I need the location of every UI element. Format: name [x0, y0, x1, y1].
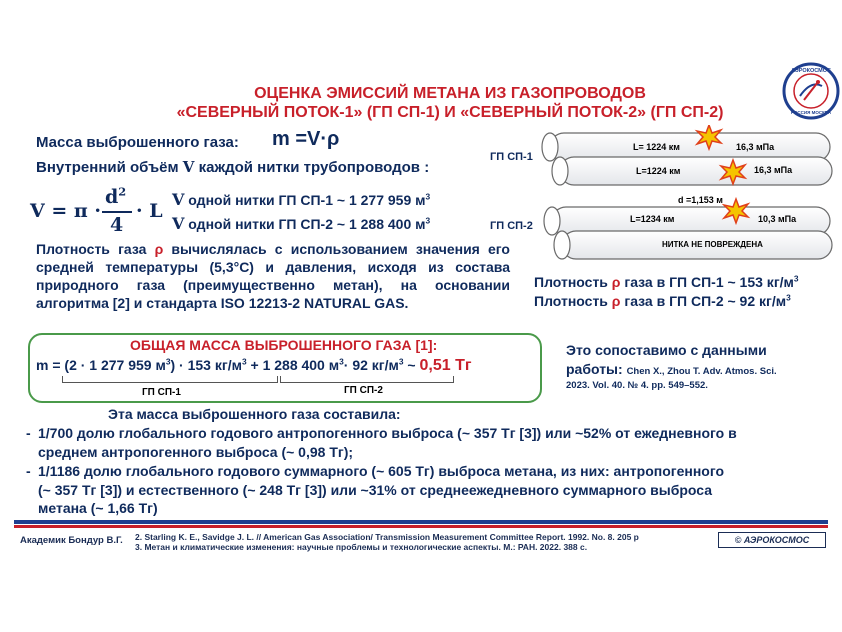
volume-sp2-v: V [172, 214, 185, 233]
density-sp1-b: газа в ГП СП-1 ~ 153 кг/м [620, 274, 794, 290]
mass-formula: m =V·ρ [272, 128, 340, 150]
volume-formula-denominator: 4 [110, 214, 124, 236]
total-mass-equation [36, 357, 472, 375]
p2-length: L=1224 км [636, 166, 681, 176]
density-sp2-rho: ρ [611, 293, 621, 309]
p3-length: L=1234 км [630, 214, 675, 224]
volume-sp2-exp: 3 [425, 215, 431, 226]
fraction-bar [102, 211, 132, 213]
density-paragraph-a: Плотность газа [36, 241, 155, 257]
volume-intro-v: V [182, 158, 195, 176]
density-sp1-rho: ρ [611, 274, 621, 290]
eq-b: ) · 153 кг/м [170, 357, 242, 373]
volume-sp1-text: одной нитки ГП СП-1 ~ 1 277 959 м [184, 192, 426, 208]
brace-sp2-label: ГП СП-2 [344, 385, 383, 396]
density-paragraph-b: вычислялась с использованием значения его средней температуры (5,3°С) и давления, исходя из состава природного газа (преимущественно метан), на основании алгоритма [2] и стандарта ISO 12213-2 NATURAL GAS. [36, 241, 510, 311]
eq-e: ~ [403, 357, 420, 373]
volume-intro-text-a: Внутренний объём [36, 159, 183, 176]
density-sp2-exp: 3 [786, 292, 791, 303]
volume-intro [36, 158, 429, 176]
total-mass-heading: ОБЩАЯ МАССА ВЫБРОШЕННОГО ГАЗА [1]: [130, 337, 438, 353]
mass-label: Масса выброшенного газа: [36, 134, 239, 151]
comparison-line1: Это сопоставимо с данными [566, 342, 767, 358]
slide-title-line2: «СЕВЕРНЫЙ ПОТОК-1» (ГП СП-1) И «СЕВЕРНЫЙ ПОТОК-2» (ГП СП-2) [176, 104, 724, 121]
eq-exp2: 3 [241, 356, 247, 367]
footer-author: Академик Бондур В.Г. [20, 535, 123, 546]
comparison-line2 [566, 361, 777, 379]
aerokosmos-logo [782, 62, 840, 120]
volume-sp1 [172, 190, 430, 209]
density-sp1 [534, 274, 799, 290]
eq-a: m = (2 · 1 277 959 м [36, 357, 166, 373]
brace-sp1 [62, 376, 278, 383]
footer-ref2: 2. Starling K. E., Savidge J. L. // American Gas Association/ Transmission Measurement Committee Report. 1992. No. 8. 205 p [135, 532, 639, 542]
label-sp1: ГП СП-1 [490, 151, 533, 163]
volume-sp2 [172, 214, 430, 233]
bullet2-line3: метана (~ 1,66 Тг) [38, 500, 158, 516]
numerator-d: d [105, 186, 119, 208]
bullet2-line2: (~ 357 Тг [3]) и естественного (~ 248 Тг [3]) или ~31% от среднеежедневного суммарного выброса [38, 482, 713, 498]
footer-ref3: 3. Метан и климатические изменения: научные проблемы и технологические аспекты. М.: РАН. 2022. 388 с. [135, 542, 588, 552]
density-sp2-b: газа в ГП СП-2 ~ 92 кг/м [620, 293, 787, 309]
density-sp1-exp: 3 [793, 273, 799, 284]
bullet1-line2: среднем антропогенного выброса (~ 0,98 Тг); [38, 444, 354, 460]
volume-sp1-exp: 3 [425, 191, 431, 202]
density-sp2-a: Плотность [534, 293, 612, 309]
conclusion-heading: Эта масса выброшенного газа составила: [108, 406, 401, 422]
p4-note: НИТКА НЕ ПОВРЕЖДЕНА [662, 240, 763, 249]
volume-sp1-v: V [172, 190, 185, 209]
density-rho: ρ [154, 241, 164, 257]
pipe-diameter: d =1,153 м [678, 195, 723, 205]
volume-formula-numerator [105, 186, 126, 208]
comparison-citation-a: Chen X., Zhou T. Adv. Atmos. Sci. [626, 366, 777, 377]
brace-sp2 [280, 376, 454, 383]
p3-pressure: 10,3 мПа [758, 214, 797, 224]
eq-exp1: 3 [165, 356, 171, 367]
total-mass-result: 0,51 Тг [419, 357, 472, 374]
svg-text:РОССИЯ МОСКВА: РОССИЯ МОСКВА [790, 110, 832, 115]
eq-exp4: 3 [398, 356, 404, 367]
numerator-exp: 2 [118, 184, 127, 199]
eq-d: · 92 кг/м [343, 357, 399, 373]
volume-sp2-text: одной нитки ГП СП-2 ~ 1 288 400 м [184, 216, 426, 232]
p1-pressure: 16,3 мПа [736, 142, 775, 152]
svg-text:АЭРОКОСМОС: АЭРОКОСМОС [791, 68, 831, 74]
eq-exp3: 3 [339, 356, 344, 367]
bullet1-dash: - [26, 425, 31, 441]
volume-intro-text-b: каждой нитки трубопроводов : [194, 159, 430, 176]
copyright-badge: © АЭРОКОСМОС [718, 532, 826, 548]
density-paragraph [36, 240, 510, 312]
p1-length: L= 1224 км [633, 142, 680, 152]
slide-title-line1: ОЦЕНКА ЭМИССИЙ МЕТАНА ИЗ ГАЗОПРОВОДОВ [254, 85, 646, 102]
footer-rule [14, 520, 828, 528]
eq-c: + 1 288 400 м [246, 357, 340, 373]
volume-formula-rhs: · L [136, 200, 163, 222]
volume-formula-lhs: V = π · [30, 200, 102, 222]
comparison-works: работы: [566, 361, 627, 377]
comparison-citation-b: 2023. Vol. 40. № 4. pp. 549–552. [566, 380, 708, 391]
brace-sp1-label: ГП СП-1 [142, 387, 181, 398]
bullet2-dash: - [26, 463, 31, 479]
density-sp1-a: Плотность [534, 274, 612, 290]
bullet2-line1: 1/1186 долю глобального годового суммарного (~ 605 Тг) выброса метана, из них: антропогенного [38, 463, 725, 479]
bullet1-line1: 1/700 долю глобального годового антропогенного выброса (~ 357 Тг [3]) или ~52% от ежедневного в [38, 425, 737, 441]
label-sp2: ГП СП-2 [490, 220, 533, 232]
p2-pressure: 16,3 мПа [754, 165, 793, 175]
density-sp2 [534, 293, 791, 309]
